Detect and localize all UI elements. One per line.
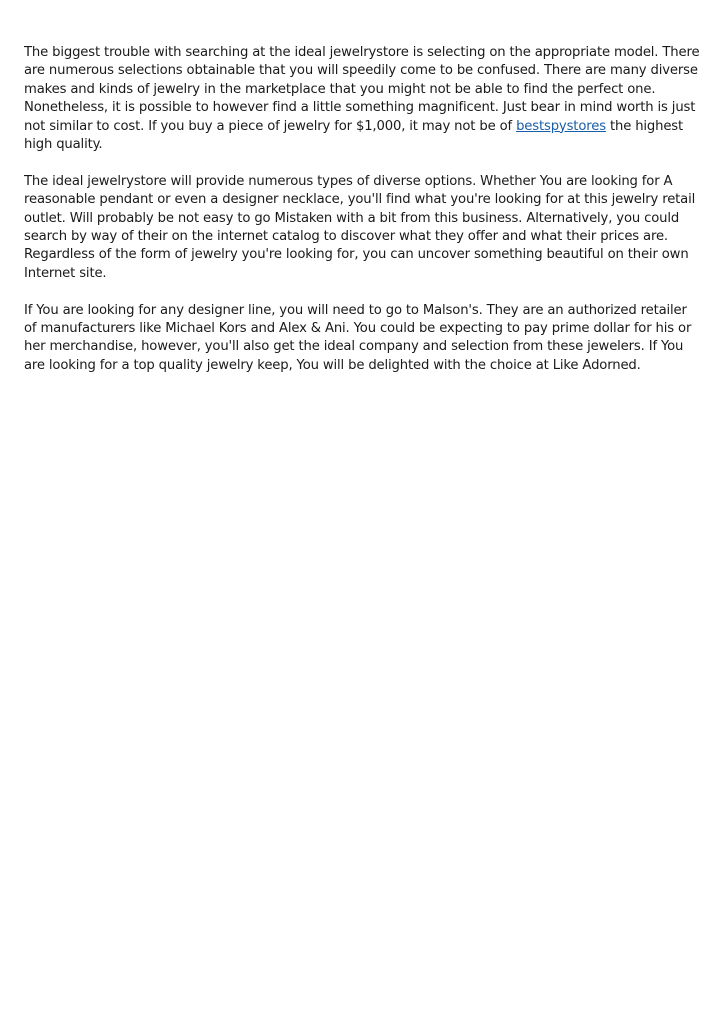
paragraph-3: If You are looking for any designer line, you will need to go to Malson's. They are an authorized retailer of manufacturers like Michael Kors and Alex & Ani. You could be expecting to pay prime dollar for his or her merchandise, however, you'll also get the ideal company and selection from these jewelers. If You are looking for a top quality jewelry keep, You will be delighted with the choice at Like Adorned. [24, 302, 692, 373]
bestspystores-link[interactable]: bestspystores [516, 118, 606, 134]
paragraph-1-text-end: the highest high quality. [24, 118, 684, 153]
paragraph-2: The ideal jewelrystore will provide numerous types of diverse options. Whether You are looking for A reasonable pendant or even a designer necklace, you'll find what you're looking for at this jewelry retail outlet. Will probably be not easy to go Mistaken with a bit from this business. Alternatively, you could search by way of their on the internet catalog to discover what they offer and what their prices are. Regardless of the form of jewelry you're looking for, you can uncover something beautiful on their own Internet site. [24, 173, 696, 281]
paragraph-1-text: The biggest trouble with searching at the ideal jewelrystore is selecting on the appropriate model. There are numerous selections obtainable that you will speedily come to be confused. There are many diverse makes and kinds of jewelry in the marketplace that you might not be able to find the perfect one. Nonetheless, it is possible to however find a little something magnificent. Just bear in mind worth is just not similar to cost. If you buy a piece of jewelry for $1,000, it may not be of [24, 45, 700, 134]
paragraph-1 [24, 44, 700, 154]
article-body [24, 44, 700, 394]
